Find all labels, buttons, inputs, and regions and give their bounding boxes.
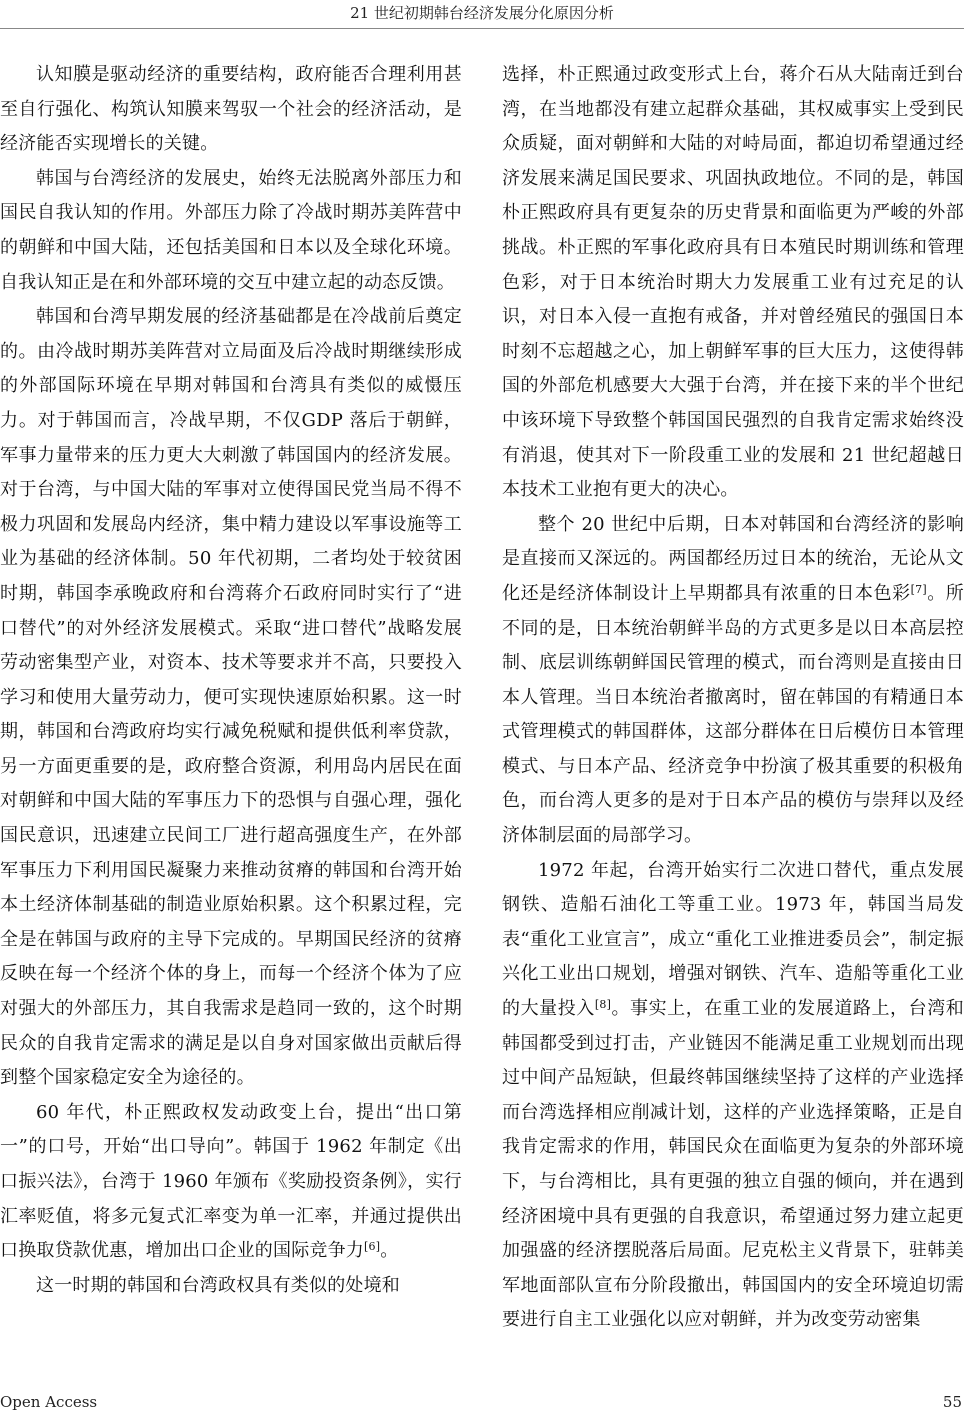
paragraph — [502, 508, 964, 854]
paragraph — [0, 1096, 462, 1269]
paragraph-text: 。 — [380, 1240, 399, 1262]
paragraph-text: 60 年代，朴正熙政权发动政变上台，提出“出口第一”的口号，开始“出口导向”。韩国于 1962 年制定《出口振兴法》，台湾于 1960 年颁布《奖励投资条例》，实行汇率贬值，将多元复式汇率变为单一汇率，并通过提供出口换取贷款优惠，增加出口企业的国际竞争力 — [0, 1101, 462, 1262]
header-divider — [0, 28, 964, 29]
paragraph-text: 整个 20 世纪中后期，日本对韩国和台湾经济的影响是直接而又深远的。两国都经历过日本的统治，无论从文化还是经济体制设计上早期都具有浓重的日本色彩 — [502, 513, 964, 604]
paragraph: 选择，朴正熙通过政变形式上台，蒋介石从大陆南迁到台湾，在当地都没有建立起群众基础，其权威事实上受到民众质疑，面对朝鲜和大陆的对峙局面，都迫切希望通过经济发展来满足国民要求、巩固执政地位。不同的是，韩国朴正熙政府具有更复杂的历史背景和面临更为严峻的外部挑战。朴正熙的军事化政府具有日本殖民时期训练和管理色彩，对于日本统治时期大力发展重工业有过充足的认识，对日本入侵一直抱有戒备，并对曾经殖民的强国日本时刻不忘超越之心，加上朝鲜军事的巨大压力，这使得韩国的外部危机感要大大强于台湾，并在接下来的半个世纪中该环境下导致整个韩国国民强烈的自我肯定需求始终没有消退，使其对下一阶段重工业的发展和 21 世纪超越日本技术工业抱有更大的决心。 — [502, 64, 964, 501]
paragraph-text: 。事实上，在重工业的发展道路上，台湾和韩国都受到过打击，产业链因不能满足重工业规划而出现过中间产品短缺，但最终韩国继续坚持了这样的产业选择而台湾选择相应削减计划，这样的产业选择策略，正是自我肯定需求的作用，韩国民众在面临更为复杂的外部环境下，与台湾相比，具有更强的独立自强的倾向，并在遇到经济困境中具有更强的自我意识，希望通过努力建立起更加强盛的经济摆脱落后局面。尼克松主义背景下，驻韩美军地面部队宣布分阶段撤出，韩国国内的安全环境迫切需要进行自主工业强化以应对朝鲜，并为改变劳动密集 — [502, 998, 964, 1331]
right-column — [502, 58, 964, 1378]
journal-label: Open Access — [0, 1393, 98, 1411]
running-header: 21 世纪初期韩台经济发展分化原因分析 — [350, 4, 614, 22]
citation-ref: [7] — [910, 582, 927, 596]
citation-ref: [8] — [594, 998, 612, 1012]
paragraph-text: 1972 年起，台湾开始实行二次进口替代，重点发展钢铁、造船石油化工等重工业。1973 年，韩国当局发表“重化工业宣言”，成立“重化工业推进委员会”，制定振兴化工业出口规划，增强对钢铁、汽车、造船等重化工业的大量投入 — [502, 859, 964, 1020]
paragraph: 韩国与台湾经济的发展史，始终无法脱离外部压力和国民自我认知的作用。外部压力除了冷战时期苏美阵营中的朝鲜和中国大陆，还包括美国和日本以及全球化环境。自我认知正是在和外部环境的交互中建立起的动态反馈。 — [0, 167, 462, 293]
left-column — [0, 58, 462, 1378]
paragraph: 这一时期的韩国和台湾政权具有类似的处境和 — [36, 1274, 400, 1296]
paragraph-text: 。所不同的是，日本统治朝鲜半岛的方式更多是以日本高层控制、底层训练朝鲜国民管理的模式，而台湾则是直接由日本人管理。当日本统治者撤离时，留在韩国的有精通日本式管理模式的韩国群体，这部分群体在日后模仿日本管理模式、与日本产品、经济竞争中扮演了极其重要的积极角色，而台湾人更多的是对于日本产品的模仿与崇拜以及经济体制层面的局部学习。 — [502, 582, 964, 847]
page-number: 55 — [942, 1393, 962, 1411]
paragraph — [502, 854, 964, 1338]
citation-ref: [6] — [364, 1240, 381, 1254]
paragraph: 认知膜是驱动经济的重要结构，政府能否合理利用甚至自行强化、构筑认知膜来驾驭一个社会的经济活动，是经济能否实现增长的关键。 — [0, 64, 462, 155]
paragraph: 韩国和台湾早期发展的经济基础都是在冷战前后奠定的。由冷战时期苏美阵营对立局面及后冷战时期继续形成的外部国际环境在早期对韩国和台湾具有类似的威慑压力。对于韩国而言，冷战早期，不仅GDP 落后于朝鲜，军事力量带来的压力更大大刺激了韩国国内的经济发展。对于台湾，与中国大陆的军事对立使得国民党当局不得不极力巩固和发展岛内经济，集中精力建设以军事设施等工业为基础的经济体制。50 年代初期，二者均处于较贫困时期，韩国李承晚政府和台湾蒋介石政府同时实行了“进口替代”的对外经济发展模式。采取“进口替代”战略发展劳动密集型产业，对资本、技术等要求并不高，只要投入学习和使用大量劳动力，便可实现快速原始积累。这一时期，韩国和台湾政府均实行减免税赋和提供低利率贷款，另一方面更重要的是，政府整合资源，利用岛内居民在面对朝鲜和中国大陆的军事压力下的恐惧与自强心理，强化国民意识，迅速建立民间工厂进行超高强度生产，在外部军事压力下利用国民凝聚力来推动贫瘠的韩国和台湾开始本土经济体制基础的制造业原始积累。这个积累过程，完全是在韩国与政府的主导下完成的。早期国民经济的贫瘠反映在每一个经济个体的身上，而每一个经济个体为了应对强大的外部压力，其自我需求是趋同一致的，这个时期民众的自我肯定需求的满足是以自身对国家做出贡献后得到整个国家稳定安全为途径的。 — [0, 306, 462, 1089]
